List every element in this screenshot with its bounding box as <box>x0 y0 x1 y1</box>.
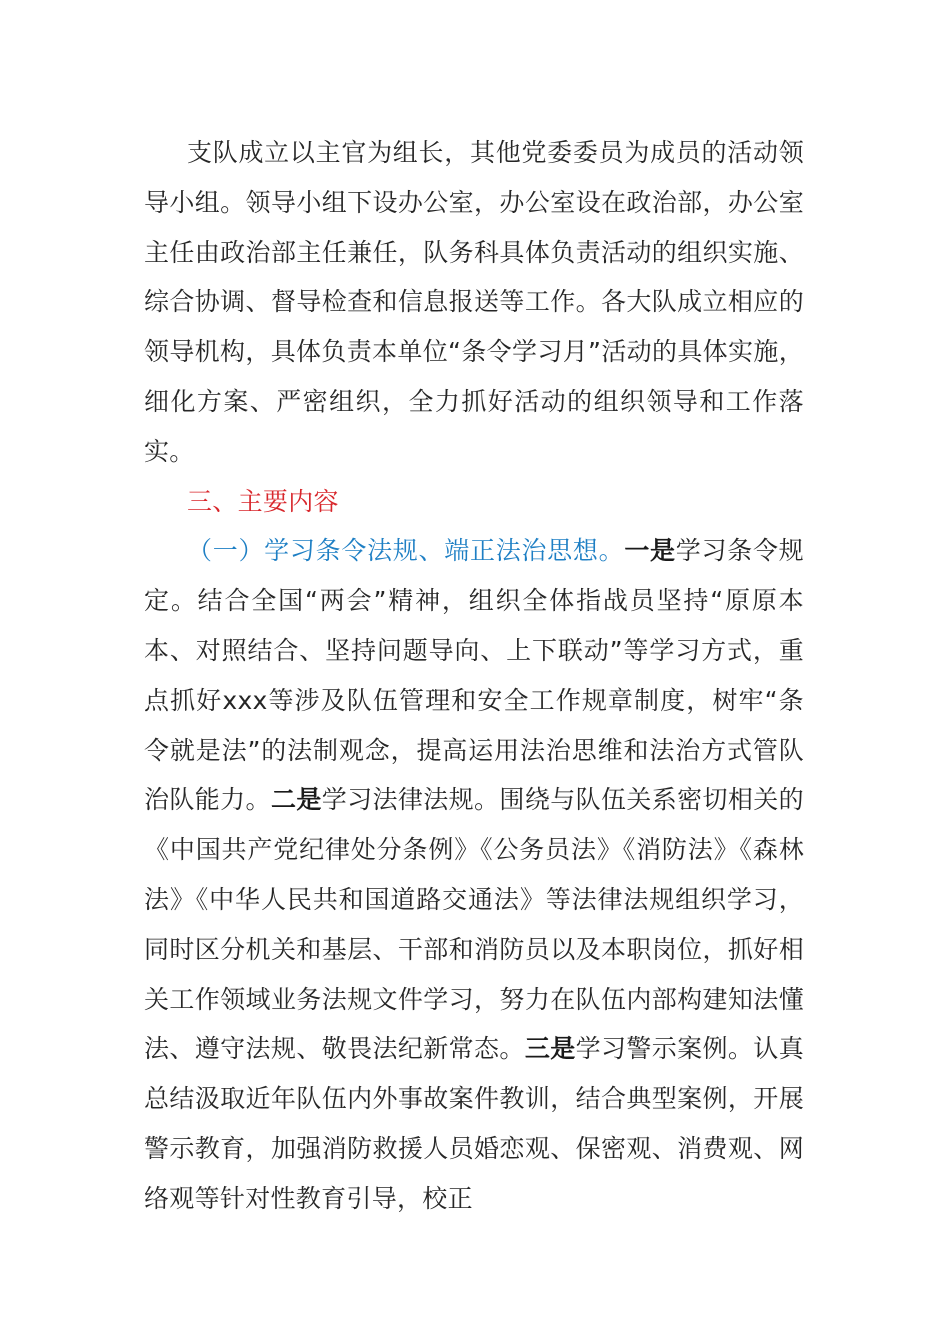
document-body <box>144 128 804 1224</box>
point-label-two: 二是 <box>270 785 322 815</box>
subheading: （一）学习条令法规、端正法治思想。 <box>187 536 625 566</box>
point-text-one: 学习条令规定。结合全国“两会”精神，组织全体指战员坚持“原原本本、对照结合、坚持问题导向、上下联动”等学习方式，重点抓好xxx等涉及队伍管理和安全工作规章制度，树牢“条令就是法”的法制观念，提高运用法治思维和法治方式管队治队能力。 <box>144 536 804 815</box>
point-label-one: 一是 <box>624 536 676 566</box>
point-text-three: 学习警示案例。认真总结汲取近年队伍内外事故案件教训，结合典型案例，开展警示教育，加强消防救援人员婚恋观、保密观、消费观、网络观等针对性教育引导，校正 <box>144 1034 804 1213</box>
section-heading: 三、主要内容 <box>187 486 339 516</box>
point-text-two: 学习法律法规。围绕与队伍关系密切相关的《中国共产党纪律处分条例》《公务员法》《消防法》《森林法》《中华人民共和国道路交通法》等法律法规组织学习，同时区分机关和基层、干部和消防员以及本职岗位，抓好相关工作领域业务法规文件学习，努力在队伍内部构建知法懂法、遵守法规、敬畏法纪新常态。 <box>144 785 804 1064</box>
paragraph-main-content <box>144 526 804 1223</box>
point-label-three: 三是 <box>524 1034 576 1064</box>
paragraph-leadership-group: 支队成立以主官为组长，其他党委委员为成员的活动领导小组。领导小组下设办公室，办公室设在政治部，办公室主任由政治部主任兼任，队务科具体负责活动的组织实施、综合协调、督导检查和信息报送等工作。各大队成立相应的领导机构，具体负责本单位“条令学习月”活动的具体实施，细化方案、严密组织，全力抓好活动的组织领导和工作落实。 <box>144 138 804 466</box>
